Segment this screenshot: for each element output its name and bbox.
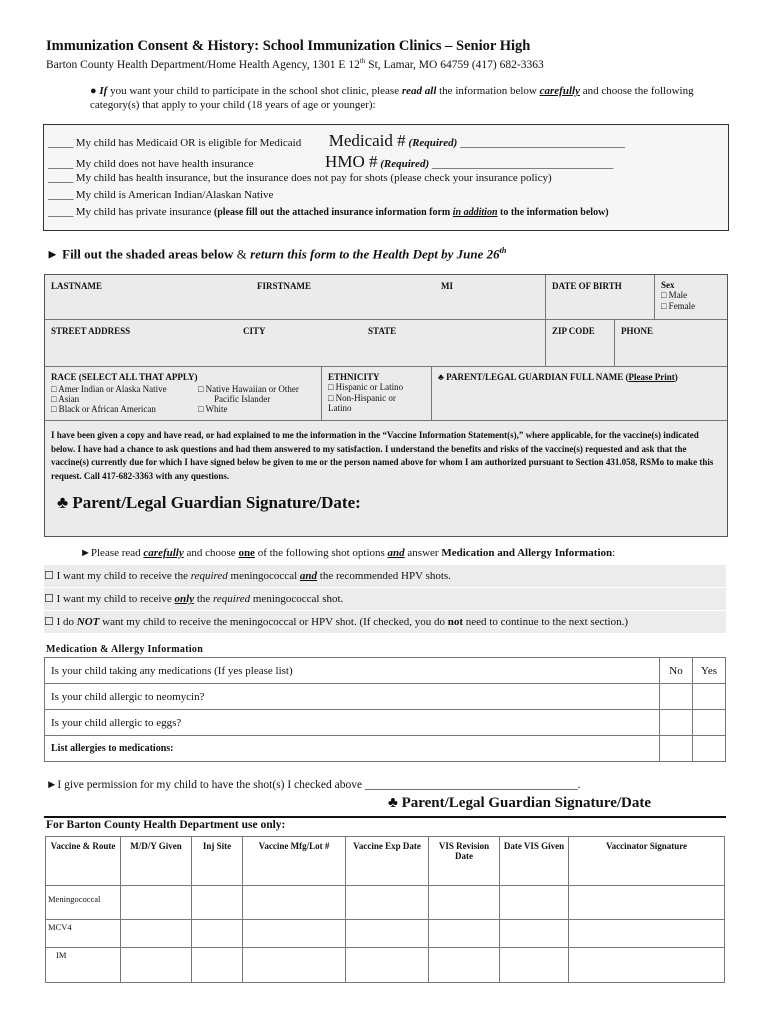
dob-field[interactable]: DATE OF BIRTH xyxy=(545,275,655,320)
list-allergies[interactable]: List allergies to medications: xyxy=(45,736,660,762)
col-vis-revision: VIS Revision Date xyxy=(429,837,500,886)
vaccine-name: Meningococcal xyxy=(46,886,121,920)
no-cell[interactable] xyxy=(660,684,693,710)
zip-field[interactable]: ZIP CODE xyxy=(545,320,615,367)
checkbox-icon[interactable]: ☐ xyxy=(44,593,54,605)
guardian-name-field[interactable]: ♣ PARENT/LEGAL GUARDIAN FULL NAME (Please Print) xyxy=(432,367,727,421)
col-vaccinator-signature: Vaccinator Signature xyxy=(569,837,725,886)
yes-cell[interactable] xyxy=(693,684,726,710)
ethnicity-field: ETHNICITY □ Hispanic or Latino □ Non-Hispanic or Latino xyxy=(322,367,432,421)
shaded-area-instruction: ► Fill out the shaded areas below & return this form to the Health Dept by June 26th xyxy=(46,246,507,262)
yes-cell[interactable] xyxy=(693,710,726,736)
race-white-checkbox[interactable]: □ White xyxy=(198,404,228,414)
question-eggs: Is your child allergic to eggs? xyxy=(45,710,660,736)
col-date-vis: Date VIS Given xyxy=(500,837,569,886)
race-black-checkbox[interactable]: □ Black or African American xyxy=(51,404,156,414)
address-field[interactable]: STREET ADDRESS CITY STATE xyxy=(45,320,545,367)
guardian-signature-line[interactable]: ♣ Parent/Legal Guardian Signature/Date: xyxy=(57,493,361,512)
sex-field[interactable]: Sex □ Male □ Female xyxy=(655,275,727,320)
option-no-shots[interactable]: ☐ I do NOT want my child to receive the meningococcal or HPV shot. (If checked, you do not need to continue to the next section.) xyxy=(44,611,726,633)
native-option[interactable]: _____ My child is American Indian/Alaskan Native xyxy=(48,189,274,201)
no-cell[interactable]: No xyxy=(660,658,693,684)
question-medications: Is your child taking any medications (If yes please list) xyxy=(45,658,660,684)
consent-statement: I have been given a copy and have read, or had explained to me the information in the “Vaccine Information Statement(s),” where applicable, for the vaccine(s) indicated below. I have had a chance to ask questions and had them answered to my satisfaction. I understand the benefits and risks of the vaccine(s) requested and ask that the vaccine(s) currently due for which I have signed below be given to me or the person named above for whom I am authorized pursuant to Section 431.058, RSMo to make this request. Call 417-682-3363 with any questions. ♣ Parent/Legal Guardian Signature/Date: xyxy=(45,421,727,536)
ethnicity-hispanic-checkbox[interactable]: □ Hispanic or Latino xyxy=(328,382,404,392)
option-meningococcal-and-hpv[interactable]: ☐ I want my child to receive the required meningococcal and the recommended HPV shots. xyxy=(44,565,726,587)
agency-address: Barton County Health Department/Home Health Agency, 1301 E 12th St, Lamar, MO 64759 (417) 682-3363 xyxy=(46,57,544,71)
ethnicity-non-hispanic-checkbox[interactable]: □ Non-Hispanic or xyxy=(328,392,396,403)
col-inj-site: Inj Site xyxy=(192,837,243,886)
race-amer-indian-checkbox[interactable]: □ Amer Indian or Alaska Native xyxy=(51,384,167,394)
divider xyxy=(44,816,726,818)
medication-table xyxy=(44,657,726,762)
question-neomycin: Is your child allergic to neomycin? xyxy=(45,684,660,710)
checkbox-icon[interactable]: ☐ xyxy=(44,616,54,628)
yes-cell[interactable] xyxy=(693,736,726,762)
table-row xyxy=(45,736,726,762)
name-field[interactable]: LASTNAME FIRSTNAME MI xyxy=(45,275,545,320)
intro-instructions: ● If you want your child to participate in the school shot clinic, please read all the information below carefully and choose the following category(s) that apply to your child (18 years of age or younger): xyxy=(90,85,694,111)
table-row xyxy=(45,658,726,684)
vaccine-route: IM xyxy=(46,948,121,983)
insurance-no-shots-option[interactable]: _____ My child has health insurance, but the insurance does not pay for shots (please check your insurance policy) xyxy=(48,172,552,184)
private-insurance-option[interactable]: _____ My child has private insurance (please fill out the attached insurance information form in addition to the information below) xyxy=(48,206,609,218)
office-use-heading: For Barton County Health Department use only: xyxy=(46,819,286,831)
medicaid-number-field[interactable]: ______________________________ xyxy=(460,137,626,149)
sex-female-checkbox[interactable]: □ Female xyxy=(661,300,696,311)
permission-statement: ►I give permission for my child to have the shot(s) I checked above _____________________________________. xyxy=(46,779,581,791)
vaccine-code: MCV4 xyxy=(46,920,121,948)
medicaid-option[interactable]: _____ My child has Medicaid OR is eligible for Medicaid Medicaid # (Required) ______________________________ xyxy=(48,131,626,150)
race-asian-checkbox[interactable]: □ Asian xyxy=(51,394,80,404)
option-meningococcal-only[interactable]: ☐ I want my child to receive only the required meningococcal shot. xyxy=(44,588,726,610)
sex-male-checkbox[interactable]: □ Male xyxy=(661,290,688,300)
race-hawaiian-checkbox[interactable]: □ Native Hawaiian or Other xyxy=(198,384,299,394)
patient-info-grid xyxy=(44,274,728,537)
col-mfg-lot: Vaccine Mfg/Lot # xyxy=(243,837,346,886)
hmo-number-field[interactable]: _________________________________ xyxy=(431,158,614,170)
permission-signature-label: ♣ Parent/Legal Guardian Signature/Date xyxy=(388,795,652,811)
col-vaccine-route: Vaccine & Route xyxy=(46,837,121,886)
race-field: RACE (SELECT ALL THAT APPLY) □ Amer Indian or Alaska Native □ Native Hawaiian or Other Pacific Islander □ Asian □ Black or African American □ White xyxy=(45,367,322,421)
table-row xyxy=(45,710,726,736)
table-row xyxy=(46,920,725,948)
insurance-category-box xyxy=(43,124,729,231)
yes-cell[interactable]: Yes xyxy=(693,658,726,684)
table-row xyxy=(45,684,726,710)
office-use-table xyxy=(45,836,725,983)
page-title: Immunization Consent & History: School Immunization Clinics – Senior High xyxy=(46,38,531,54)
no-insurance-option[interactable]: _____ My child does not have health insurance HMO # (Required) _________________________________ xyxy=(48,152,614,171)
col-date-given: M/D/Y Given xyxy=(121,837,192,886)
table-header-row xyxy=(46,837,725,886)
no-cell[interactable] xyxy=(660,710,693,736)
table-row xyxy=(46,948,725,983)
medication-heading: Medication & Allergy Information xyxy=(46,644,204,655)
checkbox-icon[interactable]: ☐ xyxy=(44,570,54,582)
shot-options-instruction: ►Please read carefully and choose one of the following shot options and answer Medication and Allergy Information: xyxy=(80,547,616,559)
no-cell[interactable] xyxy=(660,736,693,762)
permission-signature-line[interactable]: _____________________________________. xyxy=(364,779,581,791)
phone-field[interactable]: PHONE xyxy=(615,320,727,367)
table-row xyxy=(46,886,725,920)
col-exp-date: Vaccine Exp Date xyxy=(346,837,429,886)
